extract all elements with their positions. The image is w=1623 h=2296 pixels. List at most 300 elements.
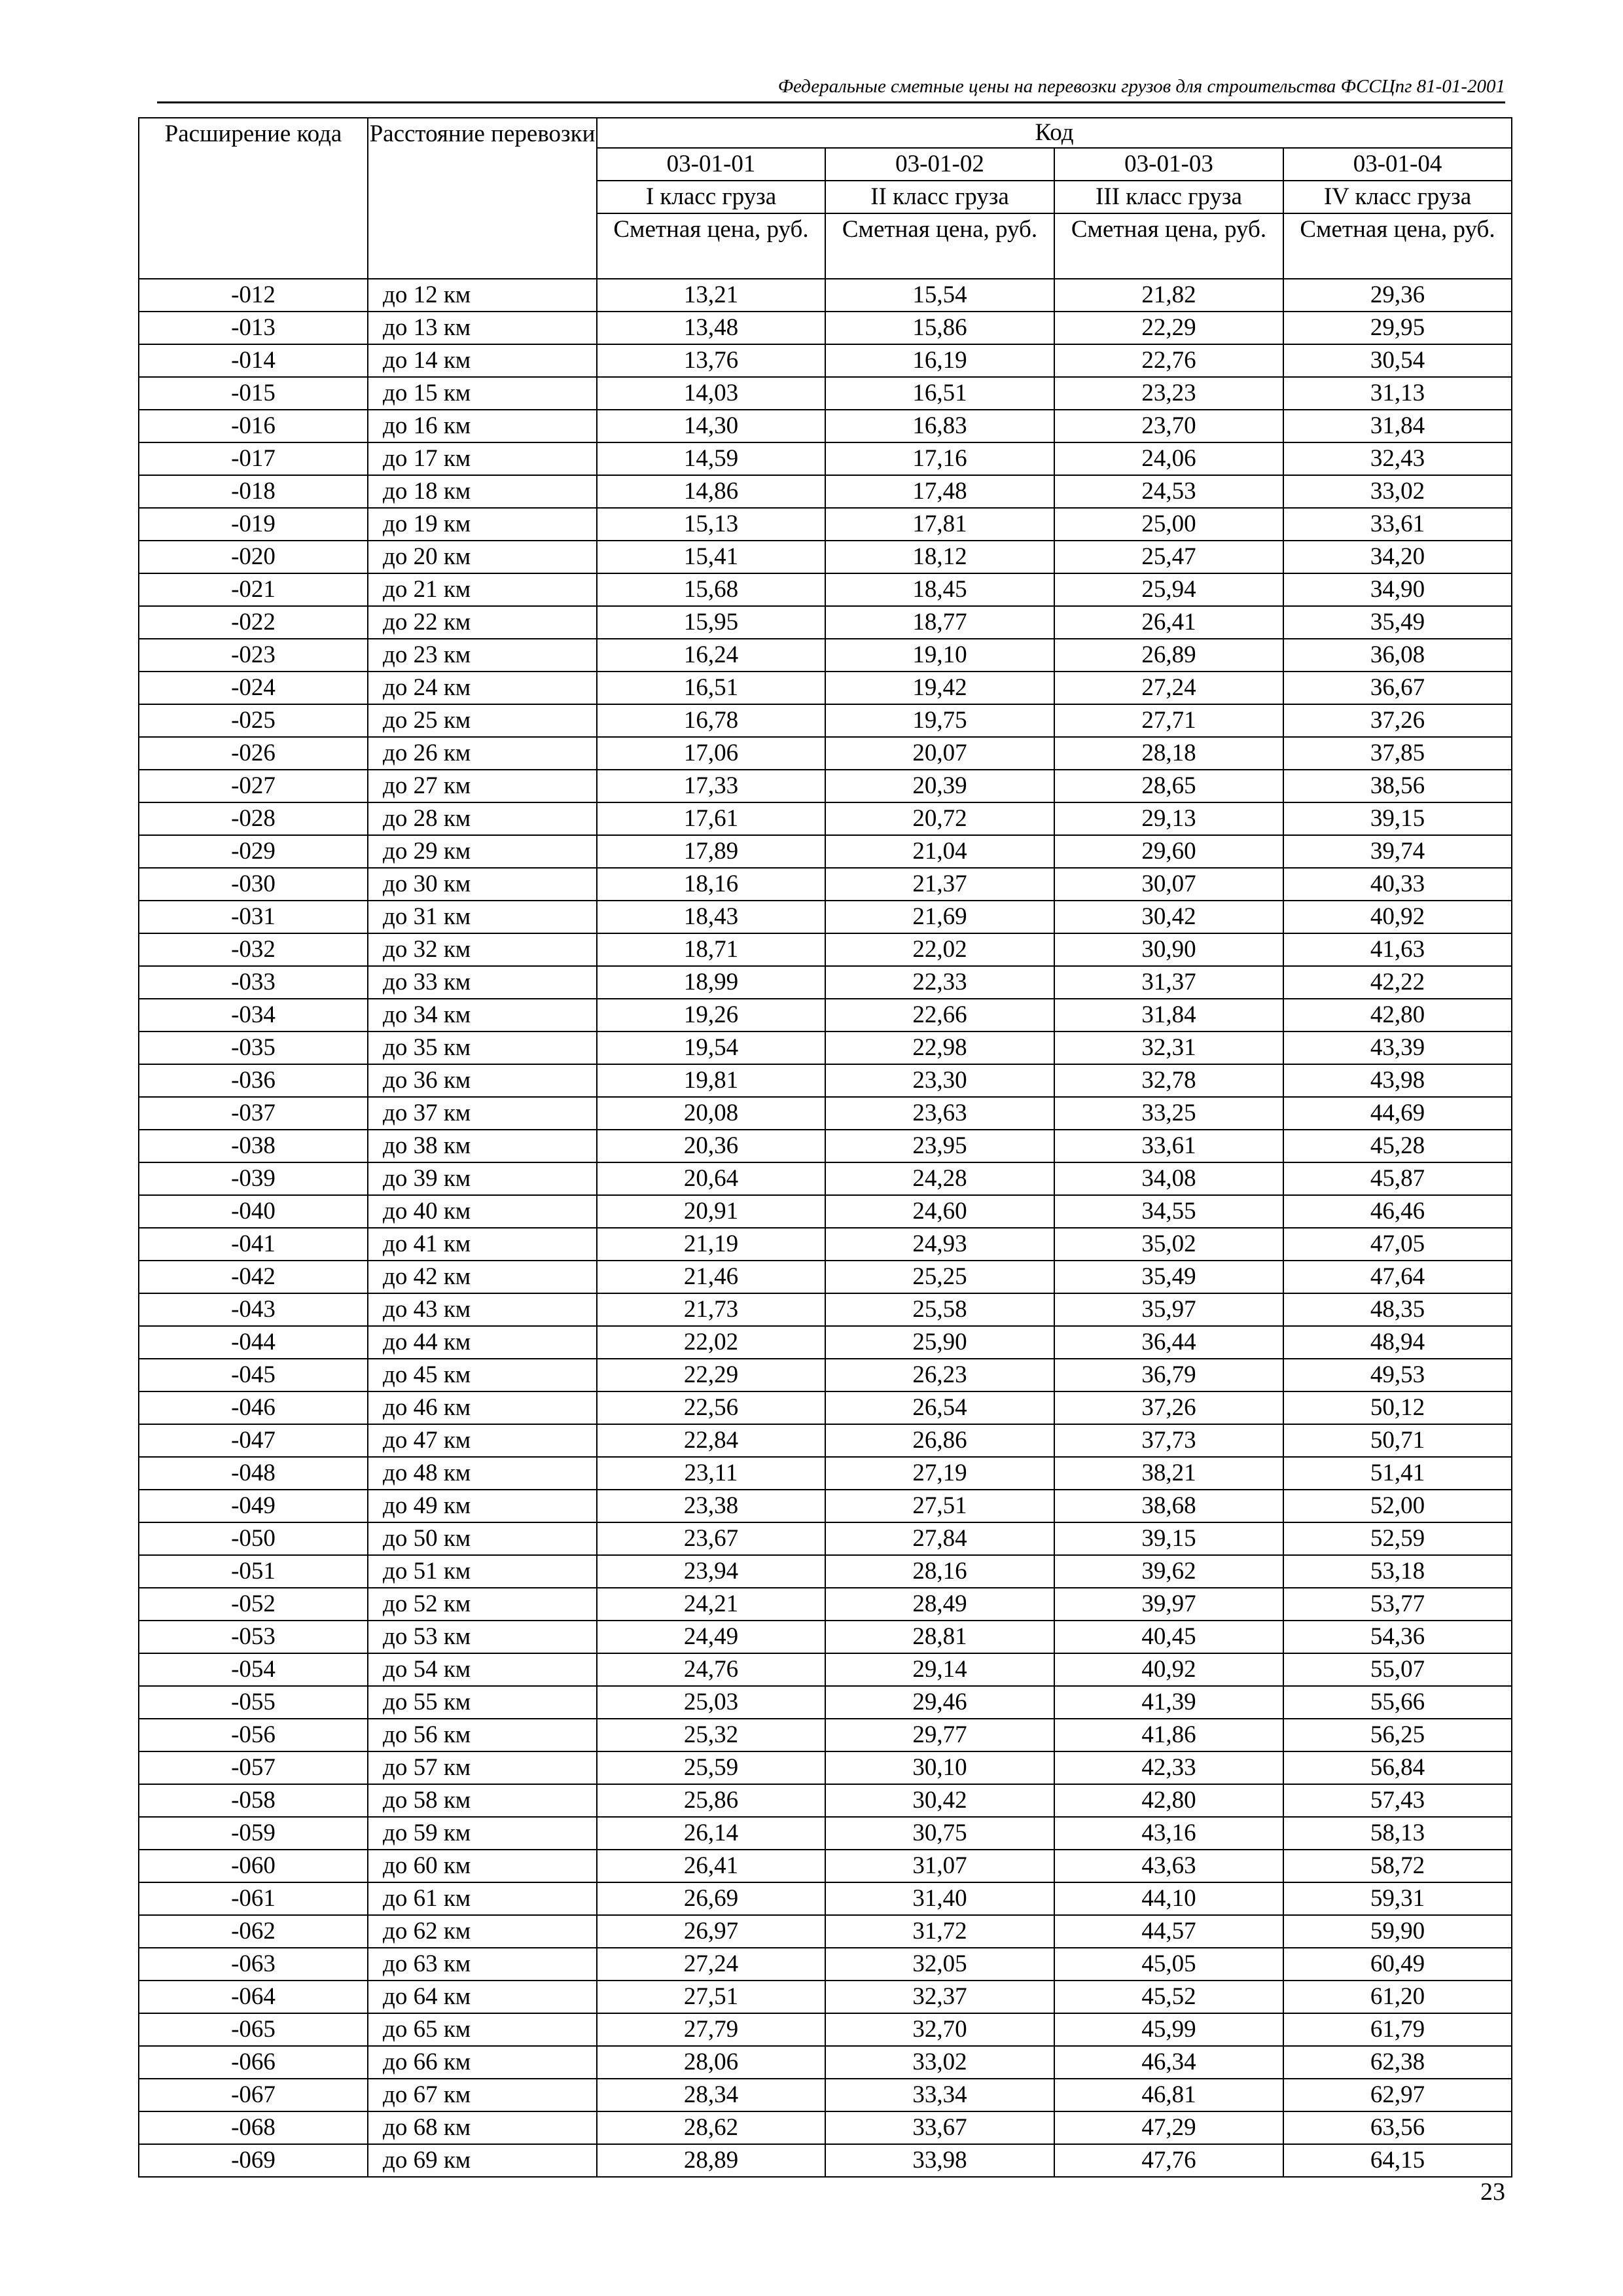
distance-cell: до 47 км [368,1424,597,1457]
code-extension-cell: -042 [139,1261,368,1293]
price-cell: 30,07 [1054,868,1283,901]
price-cell: 22,02 [825,933,1054,966]
price-cell: 26,41 [1054,606,1283,639]
price-cell: 50,71 [1283,1424,1512,1457]
price-cell: 30,42 [1054,901,1283,933]
price-cell: 14,86 [597,475,825,508]
code-extension-cell: -023 [139,639,368,672]
table-row [139,1031,1512,1064]
code-extension-cell: -054 [139,1653,368,1686]
distance-cell: до 46 км [368,1391,597,1424]
table-row [139,2079,1512,2111]
code-extension-cell: -050 [139,1522,368,1555]
price-cell: 31,72 [825,1915,1054,1948]
price-cell: 33,98 [825,2144,1054,2177]
table-row [139,1490,1512,1522]
price-cell: 40,45 [1054,1621,1283,1653]
price-cell: 37,26 [1054,1391,1283,1424]
price-cell: 27,51 [825,1490,1054,1522]
price-cell: 38,68 [1054,1490,1283,1522]
price-cell: 40,92 [1283,901,1512,933]
price-cell: 20,91 [597,1195,825,1228]
table-row [139,1228,1512,1261]
code-extension-cell: -017 [139,442,368,475]
distance-cell: до 52 км [368,1588,597,1621]
price-cell: 39,15 [1283,802,1512,835]
class-header: III класс груза [1054,181,1283,213]
distance-cell: до 26 км [368,737,597,770]
price-cell: 18,99 [597,966,825,999]
price-cell: 24,06 [1054,442,1283,475]
price-cell: 62,38 [1283,2046,1512,2079]
price-cell: 23,63 [825,1097,1054,1130]
table-row [139,1915,1512,1948]
table-row [139,999,1512,1031]
table-row [139,377,1512,410]
price-cell: 22,29 [597,1359,825,1391]
distance-cell: до 16 км [368,410,597,442]
price-cell: 26,97 [597,1915,825,1948]
table-row [139,1359,1512,1391]
price-cell: 43,16 [1054,1817,1283,1850]
price-cell: 20,07 [825,737,1054,770]
price-cell: 34,55 [1054,1195,1283,1228]
table-row [139,1293,1512,1326]
table-row [139,1981,1512,2013]
price-cell: 35,49 [1283,606,1512,639]
price-cell: 17,33 [597,770,825,802]
code-extension-cell: -043 [139,1293,368,1326]
price-cell: 61,20 [1283,1981,1512,2013]
price-cell: 18,43 [597,901,825,933]
price-cell: 30,90 [1054,933,1283,966]
price-cell: 42,33 [1054,1751,1283,1784]
code-extension-cell: -025 [139,704,368,737]
code-extension-cell: -044 [139,1326,368,1359]
table-row [139,1457,1512,1490]
price-cell: 17,81 [825,508,1054,541]
class-header: II класс груза [825,181,1054,213]
price-cell: 22,98 [825,1031,1054,1064]
price-cell: 52,59 [1283,1522,1512,1555]
distance-cell: до 50 км [368,1522,597,1555]
code-extension-cell: -065 [139,2013,368,2046]
code-extension-cell: -035 [139,1031,368,1064]
table-row [139,1097,1512,1130]
price-cell: 28,81 [825,1621,1054,1653]
price-cell: 18,12 [825,541,1054,573]
price-cell: 60,49 [1283,1948,1512,1981]
distance-cell: до 39 км [368,1162,597,1195]
price-cell: 27,24 [597,1948,825,1981]
price-cell: 24,93 [825,1228,1054,1261]
table-row [139,1588,1512,1621]
price-cell: 37,26 [1283,704,1512,737]
code-extension-cell: -022 [139,606,368,639]
price-cell: 43,39 [1283,1031,1512,1064]
price-cell: 45,05 [1054,1948,1283,1981]
price-cell: 34,20 [1283,541,1512,573]
table-row [139,2046,1512,2079]
distance-cell: до 48 км [368,1457,597,1490]
price-cell: 28,65 [1054,770,1283,802]
price-cell: 45,52 [1054,1981,1283,2013]
price-cell: 31,07 [825,1850,1054,1882]
price-cell: 20,36 [597,1130,825,1162]
price-cell: 37,73 [1054,1424,1283,1457]
distance-cell: до 43 км [368,1293,597,1326]
price-cell: 15,54 [825,279,1054,312]
price-cell: 26,69 [597,1882,825,1915]
code-extension-cell: -039 [139,1162,368,1195]
price-cell: 28,62 [597,2111,825,2144]
distance-cell: до 55 км [368,1686,597,1719]
table-row [139,1784,1512,1817]
price-cell: 49,53 [1283,1359,1512,1391]
code-extension-cell: -018 [139,475,368,508]
price-cell: 15,95 [597,606,825,639]
distance-cell: до 64 км [368,1981,597,2013]
price-cell: 26,89 [1054,639,1283,672]
price-cell: 30,75 [825,1817,1054,1850]
table-row [139,1719,1512,1751]
code-extension-cell: -024 [139,672,368,704]
table-row [139,1751,1512,1784]
distance-cell: до 13 км [368,312,597,344]
price-cell: 16,83 [825,410,1054,442]
code-extension-cell: -038 [139,1130,368,1162]
distance-cell: до 49 км [368,1490,597,1522]
table-row [139,312,1512,344]
table-row [139,2144,1512,2177]
price-cell: 46,46 [1283,1195,1512,1228]
price-cell: 20,08 [597,1097,825,1130]
price-cell: 48,35 [1283,1293,1512,1326]
distance-cell: до 54 км [368,1653,597,1686]
table-row [139,279,1512,312]
page-header-title: Федеральные сметные цены на перевозки грузов для строительства ФССЦпг 81-01-2001 [777,76,1505,97]
code-extension-cell: -033 [139,966,368,999]
price-cell: 62,97 [1283,2079,1512,2111]
price-cell: 42,22 [1283,966,1512,999]
distance-cell: до 51 км [368,1555,597,1588]
price-cell: 32,70 [825,2013,1054,2046]
code-extension-cell: -046 [139,1391,368,1424]
price-cell: 28,49 [825,1588,1054,1621]
code-extension-cell: -034 [139,999,368,1031]
price-cell: 13,76 [597,344,825,377]
code-extension-cell: -014 [139,344,368,377]
price-cell: 28,34 [597,2079,825,2111]
price-cell: 19,81 [597,1064,825,1097]
class-header: IV класс груза [1283,181,1512,213]
distance-cell: до 41 км [368,1228,597,1261]
table-row [139,868,1512,901]
distance-cell: до 25 км [368,704,597,737]
code-extension-cell: -040 [139,1195,368,1228]
price-cell: 17,48 [825,475,1054,508]
code-extension-cell: -027 [139,770,368,802]
price-cell: 17,16 [825,442,1054,475]
price-cell: 30,10 [825,1751,1054,1784]
price-cell: 33,67 [825,2111,1054,2144]
price-cell: 31,84 [1283,410,1512,442]
code-extension-cell: -029 [139,835,368,868]
price-cell: 23,95 [825,1130,1054,1162]
price-cell: 23,67 [597,1522,825,1555]
distance-cell: до 29 км [368,835,597,868]
table-row [139,1850,1512,1882]
price-cell: 58,13 [1283,1817,1512,1850]
code-extension-cell: -057 [139,1751,368,1784]
price-cell: 25,94 [1054,573,1283,606]
price-cell: 30,54 [1283,344,1512,377]
table-row [139,1064,1512,1097]
price-cell: 51,41 [1283,1457,1512,1490]
price-cell: 29,95 [1283,312,1512,344]
code-header: 03-01-01 [597,148,825,181]
code-extension-cell: -062 [139,1915,368,1948]
page-number: 23 [1480,2178,1505,2206]
price-cell: 25,90 [825,1326,1054,1359]
price-cell: 19,10 [825,639,1054,672]
price-header: Сметная цена, руб. [1283,213,1512,279]
price-cell: 23,70 [1054,410,1283,442]
price-cell: 28,89 [597,2144,825,2177]
price-cell: 25,86 [597,1784,825,1817]
price-cell: 21,04 [825,835,1054,868]
price-cell: 33,02 [1283,475,1512,508]
distance-cell: до 36 км [368,1064,597,1097]
price-cell: 21,46 [597,1261,825,1293]
price-cell: 26,23 [825,1359,1054,1391]
price-cell: 24,60 [825,1195,1054,1228]
price-cell: 20,39 [825,770,1054,802]
price-cell: 22,29 [1054,312,1283,344]
code-extension-cell: -030 [139,868,368,901]
price-cell: 47,64 [1283,1261,1512,1293]
price-cell: 35,49 [1054,1261,1283,1293]
table-row [139,475,1512,508]
distance-cell: до 57 км [368,1751,597,1784]
distance-cell: до 30 км [368,868,597,901]
price-cell: 20,64 [597,1162,825,1195]
col-header-ext: Расширение кода [139,118,368,279]
price-cell: 24,28 [825,1162,1054,1195]
price-cell: 24,21 [597,1588,825,1621]
price-header: Сметная цена, руб. [825,213,1054,279]
price-cell: 16,51 [825,377,1054,410]
code-extension-cell: -015 [139,377,368,410]
code-extension-cell: -063 [139,1948,368,1981]
distance-cell: до 14 км [368,344,597,377]
table-row [139,704,1512,737]
price-cell: 16,78 [597,704,825,737]
price-cell: 38,21 [1054,1457,1283,1490]
price-cell: 17,89 [597,835,825,868]
price-cell: 47,05 [1283,1228,1512,1261]
price-cell: 23,11 [597,1457,825,1490]
price-cell: 23,30 [825,1064,1054,1097]
price-cell: 37,85 [1283,737,1512,770]
code-header: 03-01-03 [1054,148,1283,181]
price-cell: 26,54 [825,1391,1054,1424]
price-cell: 50,12 [1283,1391,1512,1424]
table-row [139,1522,1512,1555]
price-cell: 24,49 [597,1621,825,1653]
distance-cell: до 21 км [368,573,597,606]
price-cell: 46,34 [1054,2046,1283,2079]
price-cell: 28,18 [1054,737,1283,770]
price-table [138,117,1512,2178]
price-cell: 46,81 [1054,2079,1283,2111]
price-cell: 53,77 [1283,1588,1512,1621]
price-cell: 43,98 [1283,1064,1512,1097]
code-extension-cell: -049 [139,1490,368,1522]
price-cell: 33,61 [1283,508,1512,541]
code-extension-cell: -058 [139,1784,368,1817]
table-row [139,1817,1512,1850]
distance-cell: до 65 км [368,2013,597,2046]
code-extension-cell: -032 [139,933,368,966]
distance-cell: до 68 км [368,2111,597,2144]
price-cell: 61,79 [1283,2013,1512,2046]
code-extension-cell: -028 [139,802,368,835]
price-header: Сметная цена, руб. [597,213,825,279]
table-row [139,1424,1512,1457]
price-cell: 33,61 [1054,1130,1283,1162]
table-row [139,410,1512,442]
code-header: 03-01-04 [1283,148,1512,181]
price-cell: 56,84 [1283,1751,1512,1784]
price-cell: 36,08 [1283,639,1512,672]
distance-cell: до 22 км [368,606,597,639]
price-cell: 16,51 [597,672,825,704]
distance-cell: до 61 км [368,1882,597,1915]
price-cell: 36,79 [1054,1359,1283,1391]
price-cell: 59,90 [1283,1915,1512,1948]
distance-cell: до 45 км [368,1359,597,1391]
code-extension-cell: -048 [139,1457,368,1490]
distance-cell: до 69 км [368,2144,597,2177]
price-cell: 31,13 [1283,377,1512,410]
price-header: Сметная цена, руб. [1054,213,1283,279]
code-extension-cell: -020 [139,541,368,573]
class-header: I класс груза [597,181,825,213]
distance-cell: до 15 км [368,377,597,410]
code-extension-cell: -064 [139,1981,368,2013]
table-row [139,1391,1512,1424]
price-cell: 29,36 [1283,279,1512,312]
price-cell: 33,02 [825,2046,1054,2079]
table-row [139,344,1512,377]
price-cell: 40,92 [1054,1653,1283,1686]
price-cell: 21,19 [597,1228,825,1261]
table-row [139,606,1512,639]
price-cell: 22,76 [1054,344,1283,377]
table-row [139,508,1512,541]
code-extension-cell: -056 [139,1719,368,1751]
distance-cell: до 23 км [368,639,597,672]
distance-cell: до 20 км [368,541,597,573]
price-cell: 22,02 [597,1326,825,1359]
price-cell: 21,82 [1054,279,1283,312]
price-cell: 45,87 [1283,1162,1512,1195]
price-cell: 27,19 [825,1457,1054,1490]
code-extension-cell: -068 [139,2111,368,2144]
table-row [139,573,1512,606]
distance-cell: до 27 км [368,770,597,802]
price-cell: 33,25 [1054,1097,1283,1130]
distance-cell: до 28 км [368,802,597,835]
price-cell: 27,84 [825,1522,1054,1555]
distance-cell: до 63 км [368,1948,597,1981]
table-row [139,802,1512,835]
price-cell: 14,59 [597,442,825,475]
code-extension-cell: -051 [139,1555,368,1588]
distance-cell: до 58 км [368,1784,597,1817]
table-row [139,639,1512,672]
price-cell: 13,21 [597,279,825,312]
price-cell: 52,00 [1283,1490,1512,1522]
price-cell: 55,66 [1283,1686,1512,1719]
price-cell: 28,16 [825,1555,1054,1588]
price-cell: 25,00 [1054,508,1283,541]
price-cell: 54,36 [1283,1621,1512,1653]
table-row [139,672,1512,704]
price-cell: 45,99 [1054,2013,1283,2046]
price-cell: 17,06 [597,737,825,770]
distance-cell: до 32 км [368,933,597,966]
price-cell: 20,72 [825,802,1054,835]
price-cell: 18,16 [597,868,825,901]
table-row [139,1130,1512,1162]
price-cell: 45,28 [1283,1130,1512,1162]
price-cell: 56,25 [1283,1719,1512,1751]
table-row [139,541,1512,573]
price-cell: 29,46 [825,1686,1054,1719]
table-row [139,901,1512,933]
price-cell: 39,15 [1054,1522,1283,1555]
price-cell: 44,57 [1054,1915,1283,1948]
price-cell: 31,37 [1054,966,1283,999]
price-cell: 23,94 [597,1555,825,1588]
header-rule [157,101,1505,103]
price-cell: 43,63 [1054,1850,1283,1882]
distance-cell: до 53 км [368,1621,597,1653]
table-row [139,2111,1512,2144]
price-cell: 27,51 [597,1981,825,2013]
price-cell: 44,10 [1054,1882,1283,1915]
price-cell: 34,08 [1054,1162,1283,1195]
price-cell: 14,03 [597,377,825,410]
table-row [139,1555,1512,1588]
distance-cell: до 62 км [368,1915,597,1948]
table-row [139,1686,1512,1719]
table-row [139,737,1512,770]
table-row [139,1195,1512,1228]
price-cell: 19,75 [825,704,1054,737]
code-extension-cell: -066 [139,2046,368,2079]
price-cell: 22,66 [825,999,1054,1031]
price-cell: 15,86 [825,312,1054,344]
price-cell: 21,37 [825,868,1054,901]
price-cell: 32,43 [1283,442,1512,475]
table-row [139,1621,1512,1653]
price-cell: 18,77 [825,606,1054,639]
col-header-kod: Код [597,118,1512,148]
price-cell: 35,02 [1054,1228,1283,1261]
